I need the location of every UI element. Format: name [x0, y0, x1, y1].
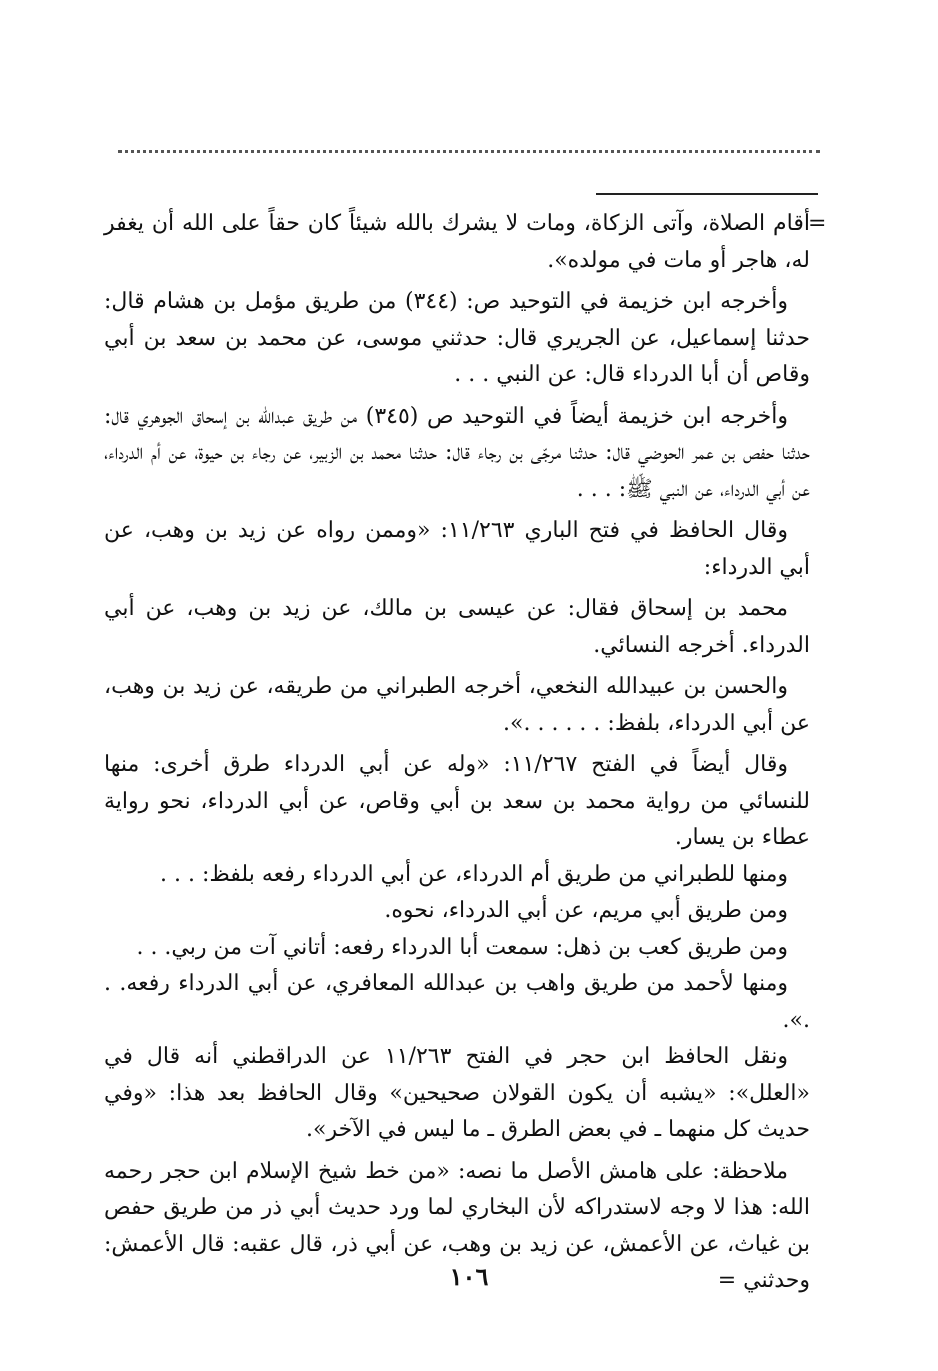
paragraph: ومن طريق كعب بن ذهل: سمعت أبا الدرداء رفعه: أتاني آت من ربي. . . [136, 934, 788, 960]
paragraph: والحسن بن عبيدالله النخعي، أخرجه الطبراني من طريقه، عن زيد بن وهب، عن أبي الدرداء، بلفظ: . . . . . .». [104, 674, 810, 736]
page-number: ١٠٦ [449, 1262, 489, 1291]
paragraph: وأخرجه ابن خزيمة أيضاً في التوحيد ص (٣٤٥) من طريق عبدالله بن إسحاق الجوهري قال: حدثنا حفص بن عمر الحوضي قال: حدثنا مرجّى بن رجاء قال: حدثنا محمد بن الزبير، عن رجاء بن حيوة، عن أم الدرداء، عن أبي الدرداء، عن النبي ﷺ: . . . [104, 403, 810, 502]
footnote-rule [596, 193, 818, 195]
paragraph: ملاحظة: على هامش الأصل ما نصه: «من خط شيخ الإسلام ابن حجر رحمه الله: هذا لا وجه لاستدراكه لأن البخاري لما ورد حديث أبي ذر من طريق حفص بن غياث، عن الأعمش، عن زيد بن وهب، عن أبي ذر، قال عقبه: قال الأعمش: وحدثني = [104, 1158, 810, 1293]
paragraph: ونقل الحافظ ابن حجر في الفتح ١١/٢٦٣ عن الدراقطني أنه قال في «العلل»: «يشبه أن يكون القولان صحيحين» وقال الحافظ بعد هذا: «وفي حديث كل منهما ـ في بعض الطرق ـ ما ليس في الآخر». [104, 1044, 810, 1142]
footnote-text [104, 206, 810, 1300]
continuation-mark: = [808, 211, 827, 236]
paragraph: محمد بن إسحاق فقال: عن عيسى بن مالك، عن زيد بن وهب، عن أبي الدرداء. أخرجه النسائي. [104, 596, 810, 658]
paragraph: ومنها للطبراني من طريق أم الدرداء، عن أبي الدرداء رفعه بلفظ: . . . [160, 861, 788, 887]
paragraph: ومن طريق أبي مريم، عن أبي الدرداء، نحوه. [384, 898, 788, 923]
paragraph: وقال أيضاً في الفتح ١١/٢٦٧: «وله عن أبي الدرداء طرق أخرى: منها للنسائي من رواية محمد بن سعد بن أبي وقاص، عن أبي الدرداء، نحو رواية عطاء بن يسار. [104, 752, 810, 850]
dotted-separator [118, 150, 820, 153]
paragraph: وقال الحافظ في فتح الباري ١١/٢٦٣: «وممن رواه عن زيد بن وهب، عن أبي الدرداء: [104, 518, 810, 580]
paragraph: وأخرجه ابن خزيمة في التوحيد ص: (٣٤٤) من طريق مؤمل بن هشام قال: حدثنا إسماعيل، عن الجريري قال: حدثني موسى، عن محمد بن سعد بن أبي وقاص أن أبا الدرداء قال: عن النبي . . . [104, 289, 810, 387]
paragraph: أقام الصلاة، وآتى الزكاة، ومات لا يشرك بالله شيئاً كان حقاً على الله أن يغفر له، هاجر أو مات في مولده». [104, 211, 810, 273]
paragraph: ومنها لأحمد من طريق واهب بن عبدالله المعافري، عن أبي الدرداء رفعه. . .». [104, 971, 810, 1033]
